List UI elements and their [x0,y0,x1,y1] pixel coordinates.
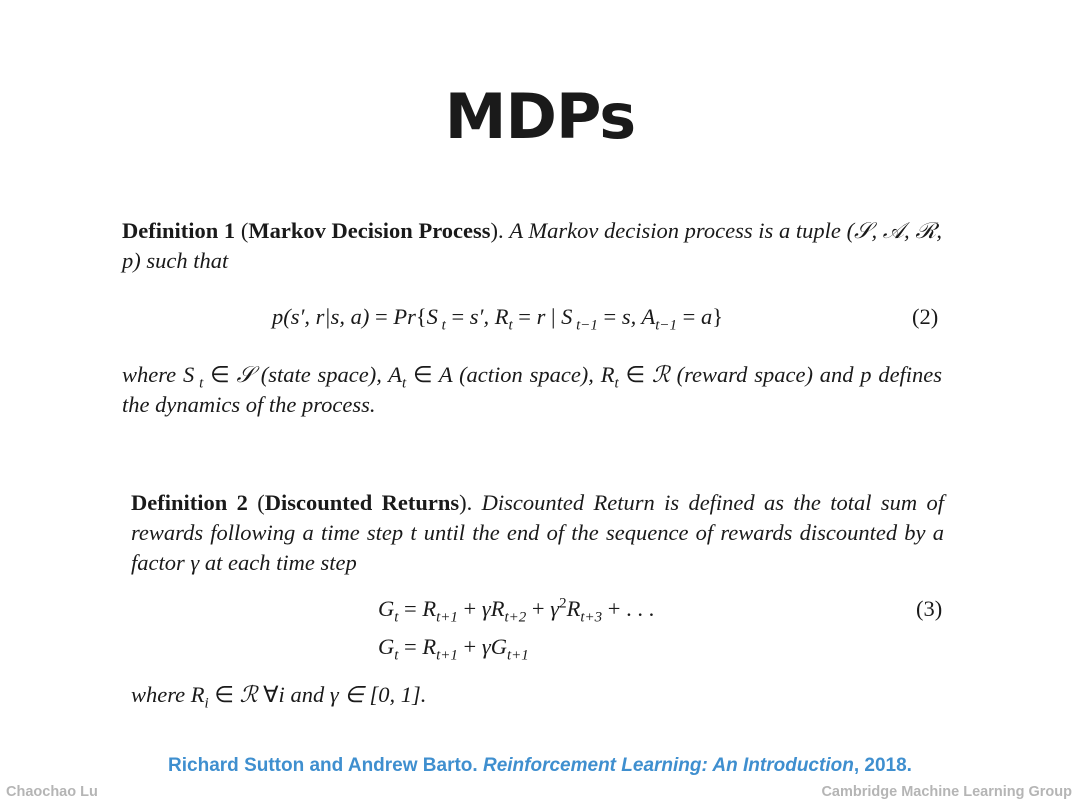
citation-year: , 2018. [853,755,912,776]
definition-1-name: Markov Decision Process [248,218,491,243]
equation-3-line-2: $G_t = R_{t+1} + \gamma G_{t+1}$ [378,634,529,664]
definition-1-tuple: (𝒮, 𝒜, ℛ, p) [122,218,943,273]
definition-2-name: Discounted Returns [264,490,460,515]
equation-3-line-1: $G_t = R_{t+1} + \gamma R_{t+2} + \gamma^2R_{t+3}$ + . . . [378,595,655,626]
citation-book: Reinforcement Learning: An Introduction [482,755,854,776]
definition-1-where: where S $_t$ ∈ 𝒮 (state space), $A_t$ ∈ A (action space), $R_t$ ∈ ℛ (reward space) and p defines the dynamics of the process. [122,362,943,417]
slide-title: MDPs [444,80,636,153]
definition-2-where: where $R_i$ ∈ ℛ ∀i and γ ∈ [0, 1]. [131,682,427,712]
citation [0,755,1080,777]
definition-1-text: Definition 1 (Markov Decision Process). A Markov decision process is a tuple (𝒮, 𝒜, ℛ, p) such that [122,218,943,273]
definition-1-label: Definition 1 [122,218,236,243]
citation-authors: Richard Sutton and Andrew Barto. [168,755,478,776]
definition-1-lead-end: such that [146,248,229,273]
definition-1-dynamics: defines the dynamics of the process. [122,362,943,417]
footer-group: Cambridge Machine Learning Group [821,784,1072,800]
definition-2-text: Definition 2 (Discounted Returns). Discounted Return is defined as the total sum of rewards following a time step t until the end of the sequence of rewards discounted by a factor γ at each time step [131,490,944,575]
equation-2: p(s′, r|s, a) = Pr{S $_t$ = s′, $R_t = r$ | S $_{t-1}$ = s, $A_{t-1} = a$} [272,304,723,334]
definition-1-lead: A Markov decision process is a tuple [509,218,841,243]
equation-3-number: (3) [916,596,943,621]
definition-2-label: Definition 2 [131,490,248,515]
footer-author: Chaochao Lu [6,784,98,800]
definition-2-body: Discounted Return is defined as the total sum of rewards following a time step t until the end of the sequence of rewards discounted by a factor γ at each time step [131,490,944,575]
equation-2-number: (2) [912,304,939,329]
